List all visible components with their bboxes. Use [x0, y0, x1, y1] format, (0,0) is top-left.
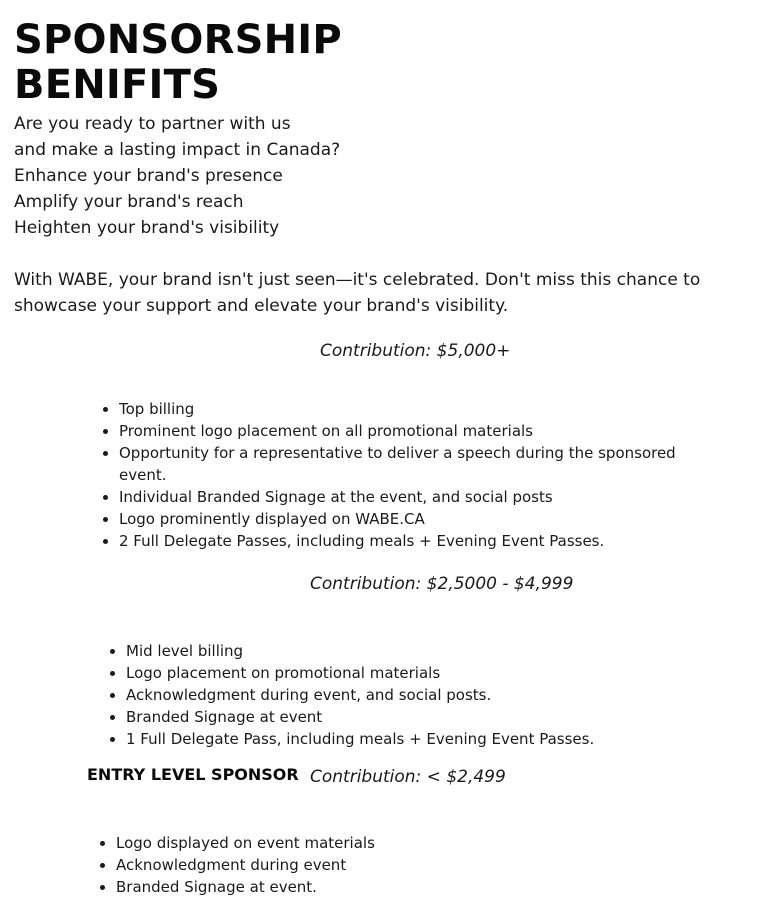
page-title — [14, 18, 342, 108]
list-item: • Top billing — [119, 398, 694, 420]
list-item: • Logo placement on promotional materials — [126, 662, 686, 684]
list-item: • Acknowledgment during event — [116, 854, 676, 876]
list-item: • Prominent logo placement on all promotional materials — [119, 420, 694, 442]
list-item: • Mid level billing — [126, 640, 686, 662]
intro-paragraph: With WABE, your brand isn't just seen—it's celebrated. Don't miss this chance to showcase your support and elevate your brand's visibility. — [14, 270, 701, 316]
intro-line: Enhance your brand's presence — [14, 166, 283, 186]
list-item: • Logo prominently displayed on WABE.CA — [119, 508, 694, 530]
tier-1-benefits-list — [97, 398, 694, 552]
tier-2-benefits-list — [104, 640, 686, 750]
tier-2-contribution: Contribution: $2,5000 - $4,999 — [310, 574, 574, 594]
tier-3-contribution: Contribution: < $2,499 — [310, 767, 506, 787]
intro-line: and make a lasting impact in Canada? — [14, 140, 341, 160]
tier-3-label: ENTRY LEVEL SPONSOR — [87, 765, 299, 784]
intro-line: Amplify your brand's reach — [14, 192, 244, 212]
list-item: • Branded Signage at event. — [116, 876, 676, 898]
list-item: • Opportunity for a representative to deliver a speech during the sponsored event. — [119, 442, 694, 486]
tier-1-contribution: Contribution: $5,000+ — [320, 341, 511, 361]
page-title-line-1: SPONSORSHIP — [14, 17, 342, 63]
list-item: • Acknowledgment during event, and social posts. — [126, 684, 686, 706]
tier-3-benefits-list — [94, 832, 676, 898]
list-item: • Branded Signage at event — [126, 706, 686, 728]
page-title-line-2: BENIFITS — [14, 62, 221, 108]
intro-line: Are you ready to partner with us — [14, 114, 291, 134]
list-item: • 1 Full Delegate Pass, including meals + Evening Event Passes. — [126, 728, 686, 750]
list-item: • Individual Branded Signage at the event, and social posts — [119, 486, 694, 508]
list-item: • 2 Full Delegate Passes, including meals + Evening Event Passes. — [119, 530, 694, 552]
list-item: • Logo displayed on event materials — [116, 832, 676, 854]
intro-line: Heighten your brand's visibility — [14, 218, 280, 238]
intro-lines — [14, 111, 340, 241]
